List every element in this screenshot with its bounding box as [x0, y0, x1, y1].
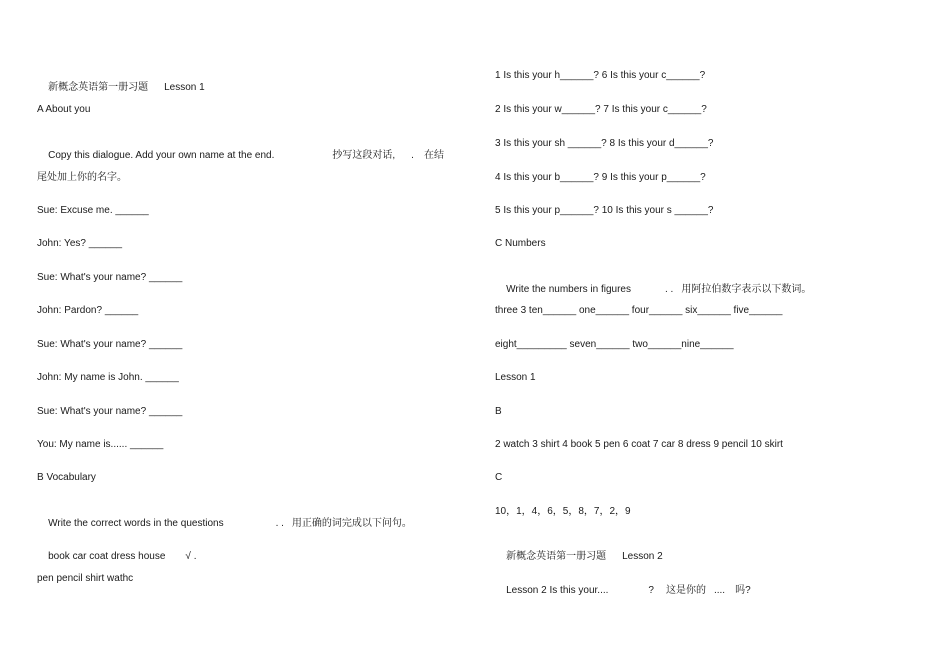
numbers-line: eight_________ seven______ two______nine______ — [495, 339, 734, 350]
vocab-instruction-cn: 用正确的词完成以下问句。 — [291, 518, 412, 529]
lesson2-line-cn: 这是你的 — [665, 585, 706, 596]
answers-c: 10，1，4，6，5，8，7，2，9 — [495, 506, 631, 517]
answers-b-label: B — [495, 406, 502, 417]
vocab-instruction-en: Write the correct words in the questions — [48, 518, 224, 529]
vocab-instruction — [37, 506, 412, 542]
lesson2-line-cn-end: 吗? — [735, 585, 751, 596]
copy-instruction-cn: 抄写这段对话, — [332, 150, 396, 161]
word-list-1 — [37, 539, 196, 575]
numbers-instruction-dots: . . — [665, 284, 674, 295]
question-line: 1 Is this your h______? 6 Is this your c______? — [495, 70, 706, 81]
word-list-1-text: book car coat dress house — [48, 551, 166, 562]
numbers-instruction — [495, 272, 811, 308]
lesson2-line-question-mark: ? — [648, 585, 654, 596]
dialogue-line: Sue: What's your name? ______ — [37, 272, 183, 283]
dialogue-line: John: Yes? ______ — [37, 238, 123, 249]
word-list-2: pen pencil shirt wathc — [37, 573, 134, 584]
copy-instruction — [37, 138, 444, 174]
dialogue-line: Sue: What's your name? ______ — [37, 406, 183, 417]
answers-c-label: C — [495, 472, 503, 483]
dialogue-line: Sue: Excuse me. ______ — [37, 205, 149, 216]
copy-instruction-cont: 尾处加上你的名字。 — [37, 172, 127, 183]
question-line: 4 Is this your b______? 9 Is this your p______? — [495, 172, 706, 183]
dialogue-line: John: Pardon? ______ — [37, 305, 139, 316]
numbers-line: three 3 ten______ one______ four______ six______ five______ — [495, 305, 783, 316]
copy-instruction-cn-end: 在结 — [423, 150, 444, 161]
lesson-title: Lesson 2 — [622, 551, 663, 562]
lesson2-header — [495, 539, 663, 575]
answers-heading: Lesson 1 — [495, 372, 536, 383]
dialogue-line: You: My name is...... ______ — [37, 439, 164, 450]
book-title-cn: 新概念英语第一册习题 — [48, 82, 149, 93]
vocab-instruction-dots: . . — [275, 518, 284, 529]
question-line: 2 Is this your w______? 7 Is this your c______? — [495, 104, 707, 115]
book-title-cn: 新概念英语第一册习题 — [506, 551, 607, 562]
dialogue-line: Sue: What's your name? ______ — [37, 339, 183, 350]
question-line: 5 Is this your p______? 10 Is this your s ______? — [495, 205, 714, 216]
question-line: 3 Is this your sh ______? 8 Is this your d______? — [495, 138, 714, 149]
numbers-instruction-cn: 用阿拉伯数字表示以下数词。 — [681, 284, 812, 295]
answers-b: 2 watch 3 shirt 4 book 5 pen 6 coat 7 car 8 dress 9 pencil 10 skirt — [495, 439, 783, 450]
lesson-title: Lesson 1 — [164, 82, 205, 93]
lesson2-line-en: Lesson 2 Is this your.... — [506, 585, 609, 596]
lesson1-header — [37, 70, 205, 106]
section-c-heading: C Numbers — [495, 238, 546, 249]
lesson2-line — [495, 573, 751, 609]
copy-instruction-dot: . — [411, 150, 414, 161]
lesson2-line-dots: .... — [713, 585, 726, 596]
section-a-heading: A About you — [37, 104, 91, 115]
copy-instruction-en: Copy this dialogue. Add your own name at the end. — [48, 150, 275, 161]
check-mark: √ . — [185, 551, 197, 562]
numbers-instruction-en: Write the numbers in figures — [506, 284, 631, 295]
section-b-heading: B Vocabulary — [37, 472, 96, 483]
dialogue-line: John: My name is John. ______ — [37, 372, 179, 383]
